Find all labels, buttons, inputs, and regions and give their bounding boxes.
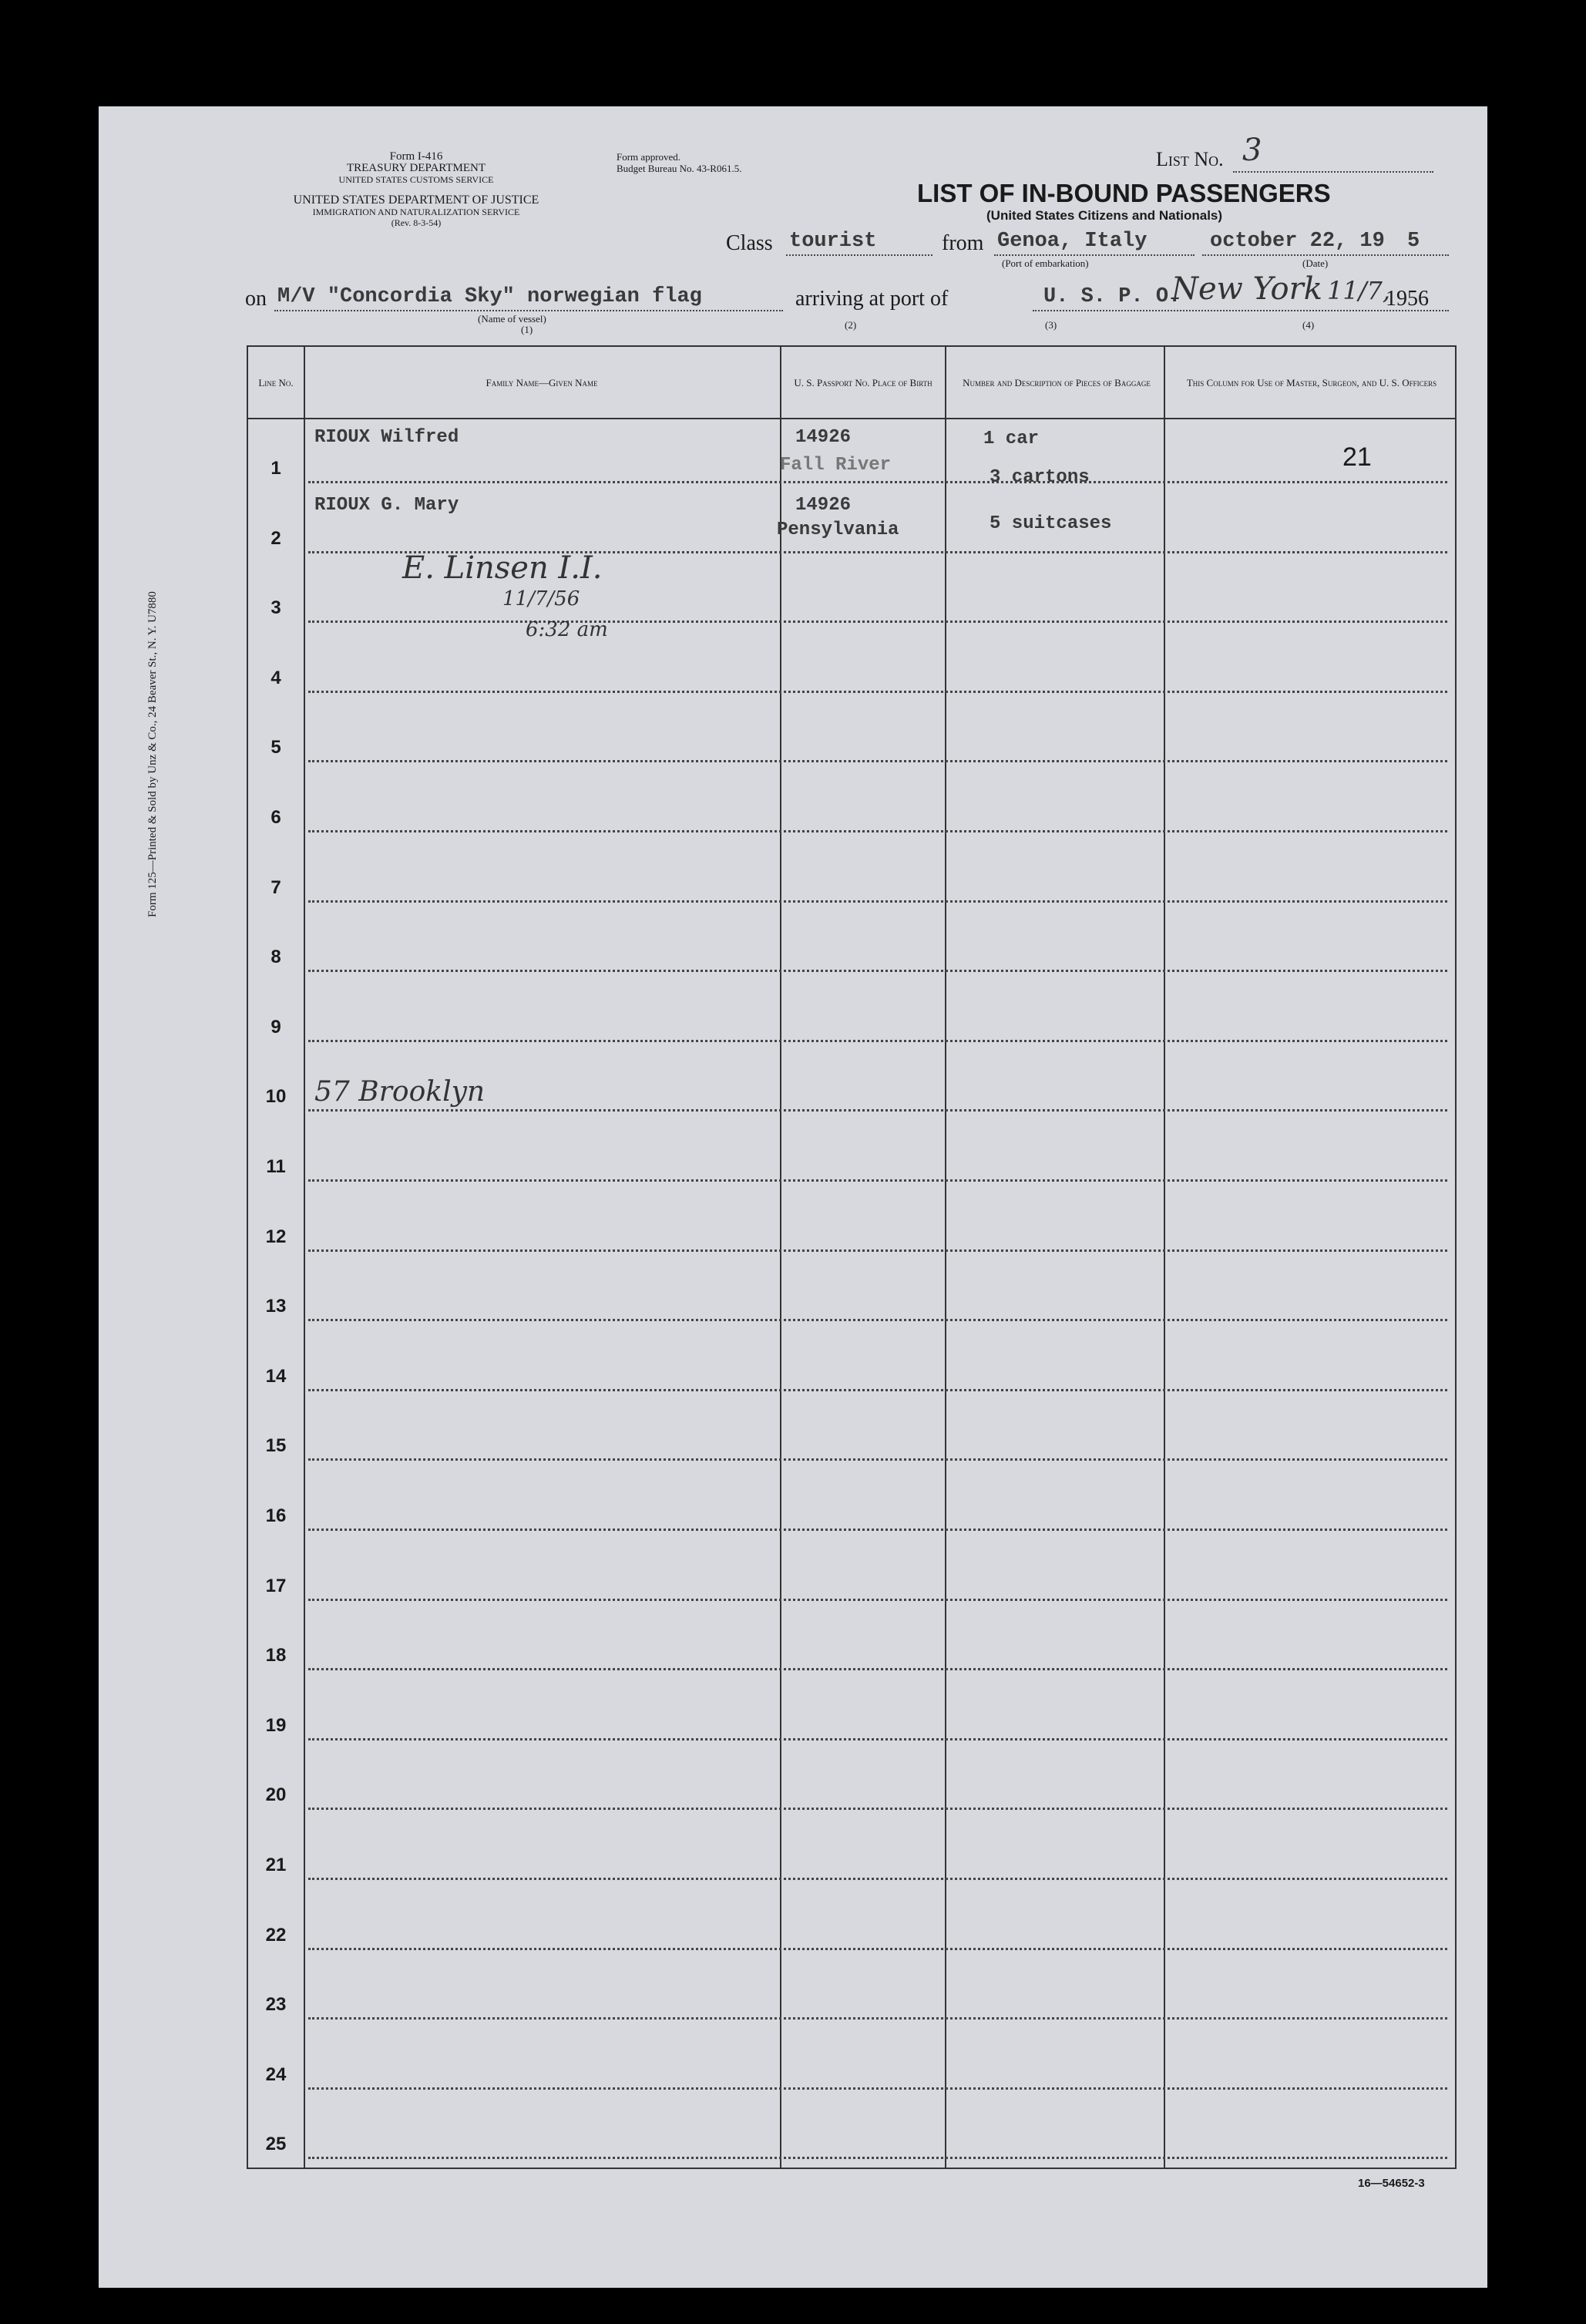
table-row [248, 977, 1455, 1046]
vessel-name: M/V "Concordia Sky" norwegian flag [277, 285, 702, 308]
table-row [248, 2094, 1455, 2163]
page-title: LIST OF IN-BOUND PASSENGERS [917, 179, 1331, 207]
table-row [248, 2024, 1455, 2094]
row-number: 6 [270, 807, 281, 828]
table-row [248, 1256, 1455, 1325]
class-label: Class [726, 231, 773, 255]
printer-note: Form 125—Printed & Sold by Unz & Co., 24 Beaver St., N. Y. U7880 [146, 591, 159, 917]
row-number: 16 [265, 1505, 287, 1526]
row-dotted-line [308, 1458, 1447, 1461]
table-row [248, 1186, 1455, 1256]
row-number: 3 [270, 597, 281, 619]
passenger-1-passport: 14926 [795, 427, 852, 448]
form-approved: Form approved. [617, 151, 681, 163]
row-dotted-line [308, 1389, 1447, 1391]
arriving-label: arriving at port of [795, 287, 949, 311]
table-row [248, 1465, 1455, 1535]
row-dotted-line [308, 1529, 1447, 1531]
baggage-suitcases: 5 suitcases [990, 513, 1112, 534]
column-ref-1: (1) [521, 324, 533, 335]
row-number: 23 [265, 1994, 287, 2016]
header-baggage: Number and Description of Pieces of Baggage [963, 376, 1151, 388]
departure-date: october 22, 19 [1210, 230, 1385, 253]
row-number: 24 [265, 2063, 287, 2085]
arrival-line [1033, 310, 1449, 311]
row-dotted-line [308, 1040, 1447, 1042]
passenger-1-birthplace: Fall River [780, 455, 892, 476]
row-dotted-line [308, 2017, 1447, 2020]
row-number: 21 [265, 1855, 287, 1875]
list-number-label: List No. [1156, 148, 1224, 170]
row-dotted-line [308, 2157, 1447, 2159]
row-number: 10 [265, 1086, 287, 1108]
row-dotted-line [308, 621, 1447, 623]
baggage-cartons: 3 cartons [990, 467, 1090, 488]
page-subtitle: (United States Citizens and Nationals) [986, 208, 1223, 223]
column-ref-4: (4) [1302, 319, 1315, 331]
from-line [994, 254, 1195, 256]
passenger-table [247, 345, 1457, 2169]
row-number: 17 [265, 1575, 287, 1596]
treasury-department: TREASURY DEPARTMENT [346, 162, 486, 174]
list-number-value: 3 [1242, 133, 1262, 168]
row-number: 20 [265, 1784, 287, 1806]
vessel-caption: (Name of vessel) [478, 313, 546, 325]
row-dotted-line [308, 900, 1447, 903]
row-dotted-line [308, 1599, 1447, 1601]
table-row [248, 1885, 1455, 1954]
class-line [786, 254, 932, 256]
row-dotted-line [308, 1668, 1447, 1670]
row-dotted-line [308, 1948, 1447, 1950]
table-row [248, 837, 1455, 906]
on-label: on [245, 287, 267, 311]
passenger-2-birthplace: Pensylvania [777, 520, 899, 540]
baggage-car: 1 car [983, 429, 1040, 449]
row-dotted-line [308, 691, 1447, 693]
row-number: 11 [266, 1156, 286, 1177]
row-number: 8 [270, 947, 281, 968]
row-dotted-line [308, 481, 1447, 483]
column-ref-2: (2) [845, 319, 857, 331]
row-dotted-line [308, 1249, 1447, 1252]
row-number: 2 [270, 527, 281, 549]
form-number: Form I-416 [389, 150, 443, 163]
row-number: 5 [270, 737, 281, 758]
row-dotted-line [308, 970, 1447, 972]
passenger-2-name: RIOUX G. Mary [314, 495, 459, 516]
row-number: 1 [270, 458, 281, 479]
row-10-note: 57 Brooklyn [314, 1076, 486, 1108]
row-dotted-line [308, 1109, 1447, 1112]
row-number: 13 [265, 1296, 287, 1317]
row-number: 25 [265, 2134, 287, 2155]
departure-year-tail: 5 [1407, 230, 1420, 253]
class-value: tourist [789, 230, 877, 253]
header-line-no: Line No. [258, 376, 294, 388]
header-officers: This Column for Use of Master, Surgeon, and U. S. Officers [1186, 376, 1437, 388]
arrival-year: 1956 [1386, 287, 1429, 311]
row-number: 9 [270, 1016, 281, 1038]
arrival-port-typed: U. S. P. O. [1043, 285, 1181, 308]
date-caption: (Date) [1302, 257, 1329, 269]
row-dotted-line [308, 1808, 1447, 1810]
table-row [248, 1954, 1455, 2023]
table-row [248, 1116, 1455, 1186]
table-row [248, 697, 1455, 766]
row-dotted-line [308, 1878, 1447, 1880]
inspector-date: 11/7/56 [502, 587, 580, 610]
table-row [248, 906, 1455, 976]
row-number: 18 [265, 1645, 287, 1666]
arrival-date-handwritten: 11/7, [1327, 276, 1391, 305]
row-number: 12 [265, 1226, 287, 1247]
column-ref-3: (3) [1045, 319, 1057, 331]
row-number: 4 [270, 667, 281, 688]
customs-service: UNITED STATES CUSTOMS SERVICE [338, 174, 494, 185]
passenger-2-passport: 14926 [795, 495, 852, 516]
passenger-1-name: RIOUX Wilfred [314, 427, 459, 448]
table-row [248, 1326, 1455, 1395]
header-family-name: Family Name—Given Name [486, 376, 598, 388]
form-revision: (Rev. 8-3-54) [391, 217, 442, 228]
list-number-line [1233, 171, 1433, 173]
row-number: 15 [265, 1435, 287, 1457]
inspector-time: 6:32 am [526, 618, 608, 641]
from-label: from [942, 231, 984, 255]
table-row [248, 1744, 1455, 1814]
table-row [248, 627, 1455, 697]
table-row [248, 1675, 1455, 1744]
budget-bureau: Budget Bureau No. 43-R061.5. [617, 163, 742, 174]
row-dotted-line [308, 2087, 1447, 2090]
table-row [248, 767, 1455, 836]
row-number: 22 [265, 1924, 287, 1946]
department-of-justice: UNITED STATES DEPARTMENT OF JUSTICE [293, 193, 539, 207]
row-number: 19 [265, 1714, 287, 1736]
row-dotted-line [308, 1738, 1447, 1740]
footer-code: 16—54652-3 [1358, 2177, 1425, 2190]
row-dotted-line [308, 1319, 1447, 1321]
port-embarkation-caption: (Port of embarkation) [1002, 257, 1089, 269]
table-row [248, 1535, 1455, 1605]
row-dotted-line [308, 1179, 1447, 1182]
table-row [248, 1814, 1455, 1884]
row-number: 14 [265, 1365, 287, 1387]
inspector-signature: E. Linsen I.I. [402, 550, 603, 586]
vessel-line [274, 310, 783, 311]
row-dotted-line [308, 830, 1447, 832]
immigration-service: IMMIGRATION AND NATURALIZATION SERVICE [312, 207, 520, 217]
date-line [1202, 254, 1449, 256]
table-row [248, 1605, 1455, 1674]
officer-count: 21 [1342, 442, 1372, 472]
table-row [248, 1395, 1455, 1465]
row-dotted-line [308, 760, 1447, 762]
row-number: 7 [270, 876, 281, 898]
from-value: Genoa, Italy [997, 230, 1147, 253]
header-passport: U. S. Passport No. Place of Birth [794, 376, 932, 388]
arrival-port-handwritten: New York [1171, 271, 1322, 307]
